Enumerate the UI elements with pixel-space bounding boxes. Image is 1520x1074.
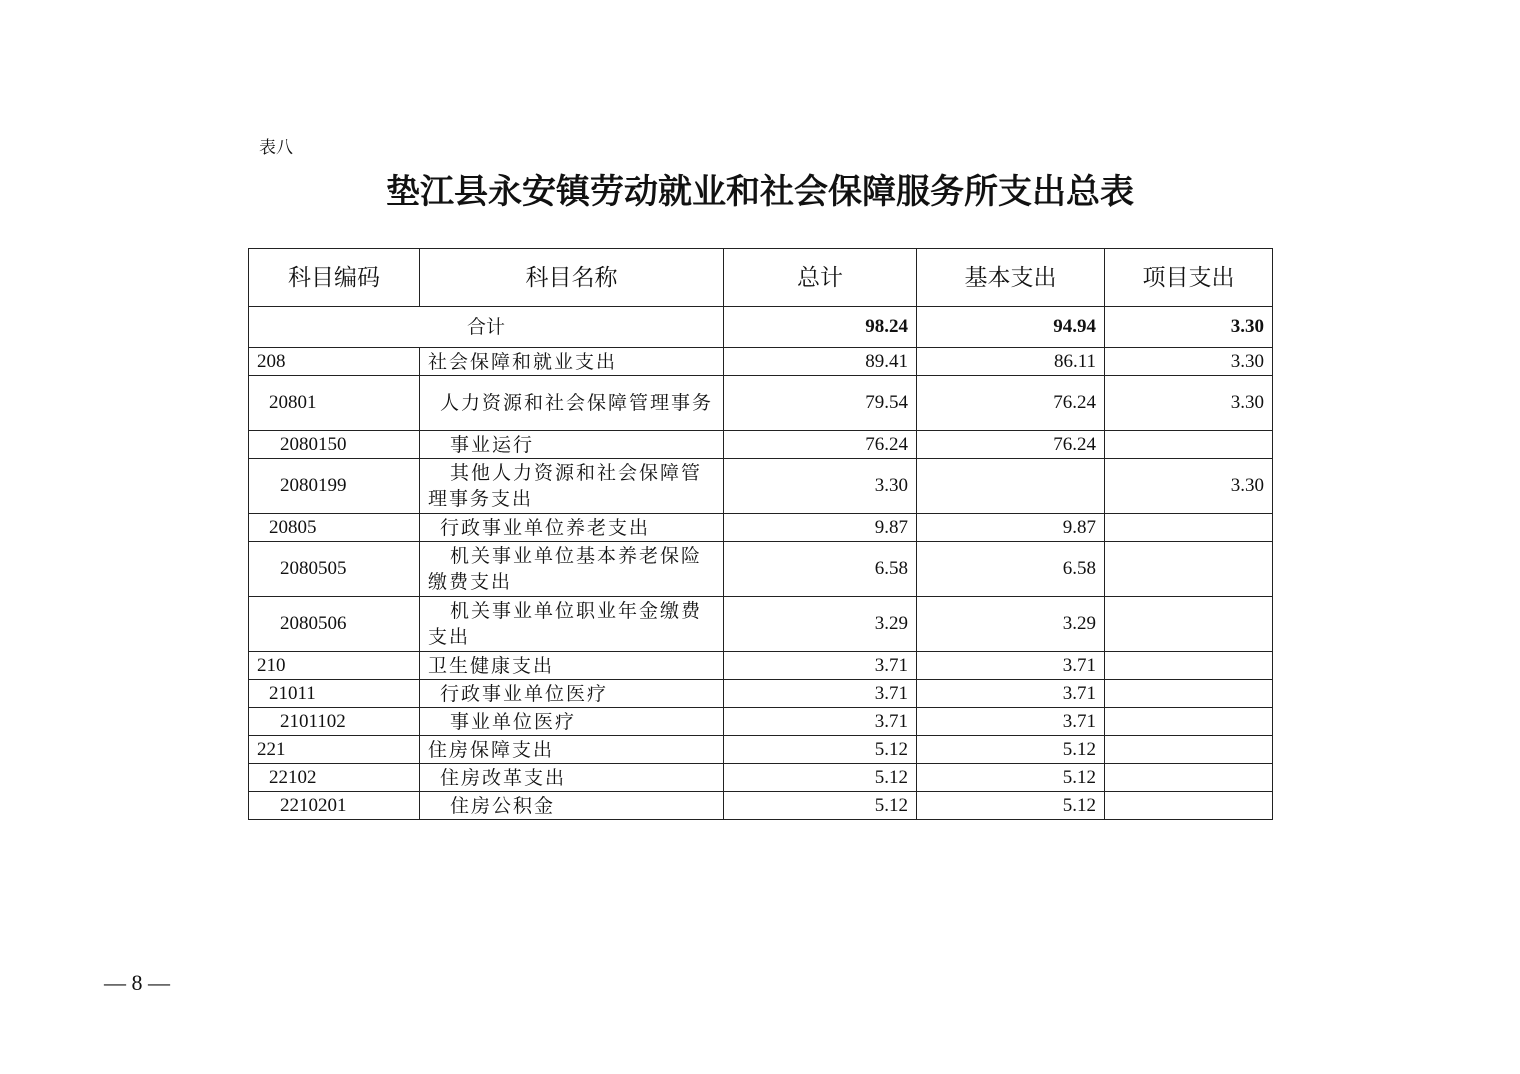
- row-total: 5.12: [724, 736, 917, 764]
- row-project: [1105, 597, 1273, 652]
- row-basic: 9.87: [917, 514, 1105, 542]
- table-row: [249, 597, 1273, 652]
- header-name: 科目名称: [420, 249, 724, 307]
- row-total: 6.58: [724, 542, 917, 597]
- row-project: [1105, 652, 1273, 680]
- row-name: 住房公积金: [420, 792, 724, 820]
- table-header-row: [249, 249, 1273, 307]
- row-basic: 76.24: [917, 376, 1105, 431]
- header-basic: 基本支出: [917, 249, 1105, 307]
- row-name: 卫生健康支出: [420, 652, 724, 680]
- table-row: [249, 652, 1273, 680]
- row-project: [1105, 792, 1273, 820]
- row-basic: 3.71: [917, 708, 1105, 736]
- table-row: [249, 792, 1273, 820]
- header-project: 项目支出: [1105, 249, 1273, 307]
- row-basic: 76.24: [917, 431, 1105, 459]
- row-basic: 3.29: [917, 597, 1105, 652]
- row-name: 事业运行: [420, 431, 724, 459]
- row-code: 20805: [249, 514, 420, 542]
- row-total: 3.71: [724, 652, 917, 680]
- row-project: 3.30: [1105, 376, 1273, 431]
- row-total: 3.71: [724, 680, 917, 708]
- row-total: 5.12: [724, 792, 917, 820]
- row-project: [1105, 542, 1273, 597]
- table-row: [249, 680, 1273, 708]
- row-total: 9.87: [724, 514, 917, 542]
- row-code: 2210201: [249, 792, 420, 820]
- row-code: 21011: [249, 680, 420, 708]
- summary-total: 98.24: [724, 307, 917, 348]
- table-row: [249, 542, 1273, 597]
- page-number: — 8 —: [104, 970, 170, 995]
- row-basic: 5.12: [917, 764, 1105, 792]
- row-name: 人力资源和社会保障管理事务: [420, 376, 724, 431]
- row-basic: 6.58: [917, 542, 1105, 597]
- row-basic: [917, 459, 1105, 514]
- table-row: [249, 431, 1273, 459]
- table-row: [249, 348, 1273, 376]
- table-row: [249, 708, 1273, 736]
- row-code: 208: [249, 348, 420, 376]
- row-name: 事业单位医疗: [420, 708, 724, 736]
- row-code: 20801: [249, 376, 420, 431]
- row-total: 3.29: [724, 597, 917, 652]
- table-row: [249, 376, 1273, 431]
- summary-basic: 94.94: [917, 307, 1105, 348]
- row-project: 3.30: [1105, 459, 1273, 514]
- row-name: 行政事业单位养老支出: [420, 514, 724, 542]
- row-code: 221: [249, 736, 420, 764]
- table-row: [249, 764, 1273, 792]
- summary-label: 合计: [249, 307, 724, 348]
- row-project: [1105, 680, 1273, 708]
- row-basic: 86.11: [917, 348, 1105, 376]
- row-project: [1105, 708, 1273, 736]
- row-name: 住房改革支出: [420, 764, 724, 792]
- row-code: 2080150: [249, 431, 420, 459]
- row-code: 2080506: [249, 597, 420, 652]
- row-name: 住房保障支出: [420, 736, 724, 764]
- row-project: 3.30: [1105, 348, 1273, 376]
- row-code: 2080199: [249, 459, 420, 514]
- row-total: 89.41: [724, 348, 917, 376]
- row-total: 3.30: [724, 459, 917, 514]
- row-code: 22102: [249, 764, 420, 792]
- row-basic: 5.12: [917, 792, 1105, 820]
- table-number-label: 表八: [259, 138, 293, 158]
- row-basic: 3.71: [917, 652, 1105, 680]
- table-row: [249, 736, 1273, 764]
- row-name: 社会保障和就业支出: [420, 348, 724, 376]
- row-total: 3.71: [724, 708, 917, 736]
- summary-row: [249, 307, 1273, 348]
- row-project: [1105, 431, 1273, 459]
- row-name: 行政事业单位医疗: [420, 680, 724, 708]
- summary-project: 3.30: [1105, 307, 1273, 348]
- row-project: [1105, 514, 1273, 542]
- row-code: 210: [249, 652, 420, 680]
- row-project: [1105, 764, 1273, 792]
- table-row: [249, 459, 1273, 514]
- row-name: 其他人力资源和社会保障管理事务支出: [420, 459, 724, 514]
- row-code: 2080505: [249, 542, 420, 597]
- row-total: 76.24: [724, 431, 917, 459]
- row-basic: 3.71: [917, 680, 1105, 708]
- header-code: 科目编码: [249, 249, 420, 307]
- header-total: 总计: [724, 249, 917, 307]
- row-total: 79.54: [724, 376, 917, 431]
- row-total: 5.12: [724, 764, 917, 792]
- page-title: 垫江县永安镇劳动就业和社会保障服务所支出总表: [386, 172, 1134, 212]
- row-code: 2101102: [249, 708, 420, 736]
- row-basic: 5.12: [917, 736, 1105, 764]
- row-name: 机关事业单位职业年金缴费支出: [420, 597, 724, 652]
- table-row: [249, 514, 1273, 542]
- expenditure-table: [248, 248, 1273, 820]
- row-name: 机关事业单位基本养老保险缴费支出: [420, 542, 724, 597]
- row-project: [1105, 736, 1273, 764]
